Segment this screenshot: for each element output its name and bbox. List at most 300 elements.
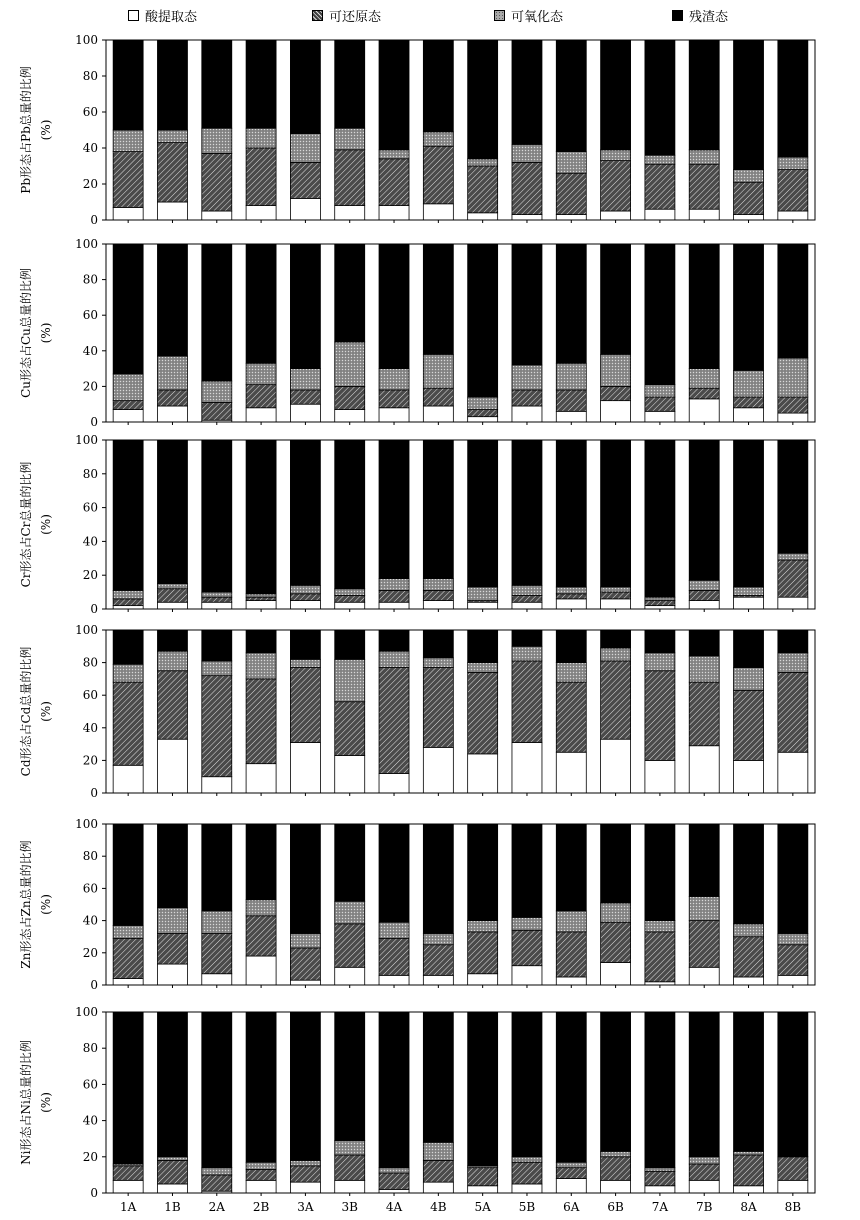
bar-segment-ni-1A-s3 [113, 1012, 143, 1164]
bar-segment-cd-2A-s2 [202, 661, 232, 676]
bar-segment-cr-4A-s0 [379, 602, 409, 609]
bar-segment-pb-4B-s0 [423, 204, 453, 220]
y-tick-label: 100 [75, 33, 98, 47]
y-tick-label: 0 [90, 213, 98, 227]
bar-segment-cd-6A-s1 [556, 682, 586, 752]
bar-segment-cu-4A-s2 [379, 369, 409, 390]
bar-segment-ni-3B-s1 [335, 1155, 365, 1180]
y-tick-label: 20 [82, 753, 98, 768]
bar-segment-ni-5B-s1 [512, 1162, 542, 1184]
bar-segment-cd-7B-s3 [689, 630, 719, 656]
bar-segment-cu-4A-s0 [379, 408, 409, 422]
bar-segment-cd-4A-s3 [379, 630, 409, 651]
bar-segment-ni-4B-s0 [423, 1182, 453, 1193]
bar-segment-cr-7B-s2 [689, 580, 719, 590]
bar-segment-cd-4A-s1 [379, 667, 409, 773]
bar-segment-zn-5A-s3 [468, 824, 498, 921]
bar-segment-cu-6A-s1 [556, 390, 586, 411]
bar-segment-ni-3A-s0 [290, 1182, 320, 1193]
bar-segment-pb-4A-s2 [379, 150, 409, 159]
bar-segment-cr-4A-s1 [379, 590, 409, 602]
bar-segment-cr-1A-s1 [113, 599, 143, 606]
bar-segment-cr-6A-s3 [556, 440, 586, 587]
bar-segment-pb-5B-s0 [512, 215, 542, 220]
bar-segment-cu-7A-s1 [645, 397, 675, 411]
bar-segment-pb-1B-s2 [157, 130, 187, 143]
bar-segment-pb-2A-s2 [202, 128, 232, 153]
bar-segment-cu-7B-s0 [689, 399, 719, 422]
bar-segment-pb-4B-s1 [423, 146, 453, 204]
bar-segment-ni-1A-s1 [113, 1166, 143, 1180]
bar-segment-cu-5A-s3 [468, 244, 498, 397]
bar-segment-pb-6A-s0 [556, 215, 586, 220]
bar-segment-pb-3B-s2 [335, 128, 365, 150]
bar-segment-pb-8A-s3 [734, 40, 764, 170]
bar-segment-pb-5A-s3 [468, 40, 498, 159]
bar-segment-cr-3A-s3 [290, 440, 320, 585]
bar-segment-ni-8B-s1 [778, 1157, 808, 1181]
bar-segment-cd-4A-s0 [379, 773, 409, 793]
bar-segment-cr-6B-s0 [601, 599, 631, 609]
bar-segment-cr-7B-s0 [689, 601, 719, 609]
bar-segment-cd-6B-s1 [601, 661, 631, 739]
bar-segment-ni-8A-s0 [734, 1186, 764, 1193]
bar-segment-cu-8B-s0 [778, 413, 808, 422]
bar-segment-ni-6A-s1 [556, 1168, 586, 1179]
bar-segment-zn-4A-s2 [379, 922, 409, 938]
bar-segment-cd-5A-s3 [468, 630, 498, 663]
bar-segment-zn-1B-s2 [157, 908, 187, 934]
bar-segment-cu-3A-s3 [290, 244, 320, 369]
bar-segment-ni-3B-s3 [335, 1012, 365, 1141]
bar-segment-zn-5B-s1 [512, 930, 542, 965]
y-tick-label: 40 [82, 343, 98, 358]
bar-segment-ni-2A-s3 [202, 1012, 232, 1168]
bar-segment-cd-3B-s1 [335, 702, 365, 756]
bar-segment-cd-5A-s0 [468, 754, 498, 793]
bar-segment-cu-3A-s2 [290, 369, 320, 390]
bar-segment-cr-7A-s1 [645, 601, 675, 606]
bar-segment-zn-2B-s0 [246, 956, 276, 985]
bar-segment-pb-7B-s0 [689, 209, 719, 220]
bar-segment-pb-5B-s1 [512, 162, 542, 214]
bar-segment-cu-5B-s3 [512, 244, 542, 365]
bar-segment-zn-4B-s1 [423, 945, 453, 976]
bar-segment-zn-6A-s3 [556, 824, 586, 911]
bar-segment-cu-1A-s2 [113, 374, 143, 401]
bar-segment-zn-2A-s0 [202, 974, 232, 985]
bar-segment-cd-4B-s3 [423, 630, 453, 658]
bar-segment-pb-6B-s3 [601, 40, 631, 150]
bar-segment-cu-8A-s0 [734, 408, 764, 422]
bar-segment-ni-8A-s2 [734, 1151, 764, 1155]
bar-segment-cr-1B-s0 [157, 602, 187, 609]
bar-segment-zn-6B-s0 [601, 962, 631, 985]
legend-label: 可还原态 [329, 10, 382, 25]
bar-segment-cr-2B-s2 [246, 594, 276, 597]
bar-segment-pb-1A-s0 [113, 207, 143, 220]
bar-segment-cu-1A-s0 [113, 410, 143, 422]
bar-segment-cr-4B-s0 [423, 601, 453, 609]
y-tick-label: 40 [82, 1113, 98, 1128]
bar-segment-pb-8A-s2 [734, 170, 764, 183]
bar-segment-cu-2B-s0 [246, 408, 276, 422]
bar-segment-cr-3A-s0 [290, 601, 320, 609]
bar-segment-cr-8A-s0 [734, 597, 764, 609]
bar-segment-cd-6A-s2 [556, 663, 586, 683]
bar-segment-cd-7A-s3 [645, 630, 675, 653]
bar-segment-cu-7B-s3 [689, 244, 719, 369]
bar-segment-zn-2A-s1 [202, 933, 232, 973]
bar-segment-cd-5B-s1 [512, 661, 542, 743]
bar-segment-cr-2A-s0 [202, 602, 232, 609]
bar-segment-cd-5A-s2 [468, 663, 498, 673]
bar-segment-cd-8B-s1 [778, 672, 808, 752]
bar-segment-pb-6A-s1 [556, 173, 586, 214]
bar-segment-pb-5B-s3 [512, 40, 542, 144]
y-tick-label: 100 [75, 1005, 98, 1019]
bar-segment-cr-5A-s0 [468, 602, 498, 609]
bar-segment-cu-3B-s1 [335, 386, 365, 409]
x-tick-label: 5B [518, 1200, 536, 1214]
bar-segment-zn-8A-s2 [734, 924, 764, 937]
bar-segment-zn-1A-s1 [113, 938, 143, 978]
bar-segment-pb-5B-s2 [512, 144, 542, 162]
bar-segment-cu-5A-s2 [468, 397, 498, 409]
bar-segment-zn-8A-s3 [734, 824, 764, 924]
y-tick-label: 80 [82, 466, 98, 481]
bar-segment-pb-7A-s1 [645, 164, 675, 209]
bar-segment-ni-6B-s0 [601, 1180, 631, 1193]
x-tick-label: 5A [474, 1200, 491, 1214]
bar-segment-zn-1A-s3 [113, 824, 143, 925]
bar-segment-ni-4B-s3 [423, 1012, 453, 1142]
bar-segment-cr-7A-s3 [645, 440, 675, 597]
bar-segment-cd-8A-s0 [734, 760, 764, 793]
bar-segment-zn-7B-s0 [689, 967, 719, 985]
y-tick-label: 20 [82, 1149, 98, 1164]
bar-segment-cr-5B-s2 [512, 585, 542, 595]
x-tick-label: 1B [164, 1200, 181, 1214]
bar-segment-cr-1A-s0 [113, 606, 143, 609]
x-tick-label: 8A [740, 1200, 757, 1214]
bar-segment-ni-7A-s0 [645, 1186, 675, 1193]
bar-segment-pb-5A-s2 [468, 159, 498, 166]
bar-segment-cr-2B-s3 [246, 440, 276, 594]
bar-segment-zn-6A-s0 [556, 977, 586, 985]
bar-segment-pb-8A-s0 [734, 215, 764, 220]
bar-segment-pb-2B-s1 [246, 148, 276, 206]
bar-segment-zn-3A-s3 [290, 824, 320, 933]
bar-segment-cr-3A-s1 [290, 594, 320, 601]
bar-segment-zn-8B-s0 [778, 975, 808, 985]
y-tick-label: 100 [75, 237, 98, 251]
y-tick-label: 0 [90, 786, 98, 800]
bar-segment-pb-3B-s1 [335, 150, 365, 206]
bar-segment-cr-4B-s2 [423, 579, 453, 591]
bar-segment-zn-1B-s1 [157, 933, 187, 964]
bar-segment-zn-1B-s0 [157, 964, 187, 985]
bar-segment-cr-2A-s1 [202, 597, 232, 602]
bar-segment-cu-2A-s3 [202, 244, 232, 381]
bar-segment-cr-5B-s0 [512, 602, 542, 609]
bar-segment-cd-1A-s3 [113, 630, 143, 664]
bar-segment-ni-5A-s0 [468, 1186, 498, 1193]
bar-segment-zn-5B-s3 [512, 824, 542, 917]
bar-segment-ni-7A-s3 [645, 1012, 675, 1168]
bar-segment-cd-7B-s0 [689, 746, 719, 793]
bar-segment-cr-2B-s1 [246, 597, 276, 600]
bar-segment-zn-8A-s0 [734, 977, 764, 985]
x-tick-label: 2B [252, 1200, 270, 1214]
bar-segment-ni-5B-s2 [512, 1157, 542, 1162]
bar-segment-ni-4B-s1 [423, 1160, 453, 1182]
bar-segment-pb-1B-s0 [157, 202, 187, 220]
bar-segment-zn-7B-s1 [689, 921, 719, 968]
y-tick-label: 0 [90, 415, 98, 429]
bar-segment-ni-5B-s3 [512, 1012, 542, 1157]
y-axis-unit: (%) [39, 514, 53, 535]
y-tick-label: 100 [75, 817, 98, 831]
bar-segment-ni-8A-s1 [734, 1155, 764, 1186]
bar-segment-cd-3B-s2 [335, 659, 365, 701]
bar-segment-ni-4A-s3 [379, 1012, 409, 1168]
y-tick-label: 60 [82, 308, 98, 323]
x-tick-label: 1A [120, 1200, 137, 1214]
bar-segment-ni-2A-s1 [202, 1175, 232, 1191]
bar-segment-cu-6A-s2 [556, 363, 586, 390]
bar-segment-ni-7B-s3 [689, 1012, 719, 1157]
bar-segment-cd-4B-s1 [423, 667, 453, 747]
bar-segment-cr-6A-s2 [556, 587, 586, 594]
y-tick-label: 0 [90, 1186, 98, 1200]
bar-segment-cu-8A-s3 [734, 244, 764, 370]
bar-segment-zn-4A-s3 [379, 824, 409, 922]
bar-segment-cr-4B-s1 [423, 590, 453, 600]
bar-segment-ni-3A-s2 [290, 1160, 320, 1165]
bar-segment-ni-5A-s3 [468, 1012, 498, 1166]
bar-segment-zn-2B-s2 [246, 900, 276, 916]
bar-segment-cd-8B-s2 [778, 653, 808, 673]
bar-segment-pb-3A-s3 [290, 40, 320, 134]
bar-segment-cu-8B-s2 [778, 358, 808, 397]
bar-segment-zn-7A-s1 [645, 932, 675, 982]
bar-segment-cd-1A-s0 [113, 765, 143, 793]
bar-segment-cr-4B-s3 [423, 440, 453, 579]
bar-segment-cd-7B-s1 [689, 682, 719, 746]
bar-segment-zn-3B-s1 [335, 924, 365, 967]
bar-segment-ni-7B-s2 [689, 1157, 719, 1164]
bar-segment-pb-7B-s3 [689, 40, 719, 150]
bar-segment-cu-5B-s2 [512, 365, 542, 390]
bar-segment-cr-2A-s3 [202, 440, 232, 592]
bar-segment-cr-7B-s1 [689, 590, 719, 600]
bar-segment-cu-2A-s1 [202, 402, 232, 420]
bar-segment-zn-2A-s2 [202, 911, 232, 934]
bar-segment-cr-8A-s3 [734, 440, 764, 587]
bar-segment-cd-5B-s2 [512, 646, 542, 661]
bar-segment-cr-1B-s2 [157, 584, 187, 589]
bar-segment-cd-1B-s0 [157, 739, 187, 793]
bar-segment-pb-1B-s1 [157, 143, 187, 202]
bar-segment-zn-1B-s3 [157, 824, 187, 908]
bar-segment-cu-1A-s3 [113, 244, 143, 374]
y-tick-label: 100 [75, 433, 98, 447]
bar-segment-cd-3A-s2 [290, 659, 320, 667]
bar-segment-cu-3A-s0 [290, 404, 320, 422]
bar-segment-pb-2B-s3 [246, 40, 276, 128]
bar-segment-cd-3A-s3 [290, 630, 320, 659]
bar-segment-pb-8A-s1 [734, 182, 764, 214]
bar-segment-cr-3B-s0 [335, 602, 365, 609]
y-tick-label: 80 [82, 849, 98, 864]
bar-segment-cr-1B-s1 [157, 589, 187, 603]
bar-segment-cr-7A-s2 [645, 597, 675, 600]
bar-segment-ni-6B-s1 [601, 1157, 631, 1181]
bar-segment-ni-4B-s2 [423, 1142, 453, 1160]
bar-segment-cd-7A-s0 [645, 760, 675, 793]
bar-segment-cd-3B-s3 [335, 630, 365, 659]
bar-segment-zn-2B-s3 [246, 824, 276, 900]
y-axis-unit: (%) [39, 701, 53, 722]
bar-segment-pb-2A-s3 [202, 40, 232, 128]
bar-segment-zn-5B-s0 [512, 966, 542, 985]
bar-segment-pb-1B-s3 [157, 40, 187, 130]
bar-segment-ni-3A-s3 [290, 1012, 320, 1160]
y-tick-label: 80 [82, 272, 98, 287]
bar-segment-zn-1A-s2 [113, 925, 143, 938]
bar-segment-pb-1A-s2 [113, 130, 143, 152]
bar-segment-zn-5B-s2 [512, 917, 542, 930]
bar-segment-ni-3B-s2 [335, 1141, 365, 1155]
bar-segment-ni-5A-s1 [468, 1168, 498, 1186]
bar-segment-cd-2A-s1 [202, 676, 232, 777]
bar-segment-cr-4A-s3 [379, 440, 409, 579]
bar-segment-cu-8A-s2 [734, 370, 764, 397]
y-tick-label: 20 [82, 177, 98, 191]
bar-segment-zn-8A-s1 [734, 937, 764, 977]
bar-segment-zn-3B-s2 [335, 901, 365, 924]
bar-segment-cu-6B-s1 [601, 386, 631, 400]
bar-segment-ni-8B-s3 [778, 1012, 808, 1157]
bar-segment-pb-8B-s0 [778, 211, 808, 220]
bar-segment-ni-7A-s1 [645, 1171, 675, 1185]
bar-segment-ni-6A-s2 [556, 1162, 586, 1167]
bar-segment-zn-3A-s1 [290, 948, 320, 980]
bar-segment-ni-1B-s1 [157, 1160, 187, 1184]
bar-segment-ni-1B-s3 [157, 1012, 187, 1157]
bar-segment-zn-6A-s1 [556, 932, 586, 977]
bar-segment-zn-5A-s2 [468, 921, 498, 932]
bar-segment-cu-3A-s1 [290, 390, 320, 404]
bar-segment-cr-3B-s2 [335, 589, 365, 596]
bar-segment-pb-8B-s3 [778, 40, 808, 157]
bar-segment-zn-6B-s1 [601, 922, 631, 962]
bar-segment-zn-3A-s0 [290, 980, 320, 985]
bar-segment-cd-2B-s0 [246, 764, 276, 793]
x-tick-label: 3B [341, 1200, 358, 1214]
bar-segment-pb-2A-s0 [202, 211, 232, 220]
y-axis-label: Ni形态占Ni总量的比例 [19, 1040, 33, 1165]
bar-segment-cu-4A-s1 [379, 390, 409, 408]
bar-segment-ni-1A-s0 [113, 1180, 143, 1193]
bar-segment-zn-8B-s1 [778, 945, 808, 976]
bar-segment-cr-6B-s2 [601, 587, 631, 592]
bar-segment-cd-4B-s0 [423, 747, 453, 793]
bar-segment-cd-8A-s1 [734, 690, 764, 760]
bar-segment-cr-8B-s0 [778, 597, 808, 609]
bar-segment-cd-2B-s3 [246, 630, 276, 653]
x-tick-label: 7B [695, 1200, 713, 1214]
bar-segment-ni-6A-s0 [556, 1179, 586, 1193]
y-axis-unit: (%) [39, 1092, 53, 1113]
bar-segment-zn-1A-s0 [113, 979, 143, 985]
y-tick-label: 60 [82, 881, 98, 896]
bar-segment-cu-2B-s1 [246, 385, 276, 408]
bar-segment-zn-4B-s3 [423, 824, 453, 933]
bar-segment-cu-1A-s1 [113, 401, 143, 410]
bar-segment-cu-2B-s2 [246, 363, 276, 384]
bar-segment-ni-4A-s1 [379, 1173, 409, 1189]
bar-segment-cd-8B-s3 [778, 630, 808, 653]
y-tick-label: 80 [82, 1041, 98, 1056]
bar-segment-ni-4A-s0 [379, 1189, 409, 1193]
y-tick-label: 60 [82, 688, 98, 703]
bar-segment-cd-7B-s2 [689, 656, 719, 682]
bar-segment-cr-8B-s1 [778, 560, 808, 597]
bar-segment-cd-2B-s1 [246, 679, 276, 764]
y-tick-label: 60 [82, 500, 98, 515]
y-axis-label: Pb形态占Pb总量的比例 [19, 66, 33, 194]
bar-segment-cu-7B-s1 [689, 388, 719, 399]
bar-segment-cr-5A-s3 [468, 440, 498, 587]
bar-segment-zn-3B-s0 [335, 967, 365, 985]
bar-segment-pb-2B-s2 [246, 128, 276, 148]
bar-segment-cr-2A-s2 [202, 592, 232, 597]
bar-segment-cd-7A-s2 [645, 653, 675, 671]
bar-segment-cu-6B-s3 [601, 244, 631, 354]
bar-segment-ni-3B-s0 [335, 1180, 365, 1193]
y-tick-label: 40 [82, 720, 98, 735]
bar-segment-pb-4B-s3 [423, 40, 453, 132]
bar-segment-zn-4A-s0 [379, 975, 409, 985]
bar-segment-cd-1B-s2 [157, 651, 187, 671]
bar-segment-zn-2B-s1 [246, 916, 276, 956]
bar-segment-cr-1B-s3 [157, 440, 187, 584]
bar-segment-zn-3A-s2 [290, 933, 320, 947]
bar-segment-cd-8B-s0 [778, 752, 808, 793]
bar-segment-ni-5B-s0 [512, 1184, 542, 1193]
bar-segment-cr-2B-s0 [246, 601, 276, 609]
bar-segment-cd-3B-s0 [335, 756, 365, 793]
bar-segment-cr-7A-s0 [645, 606, 675, 609]
bar-segment-cr-8B-s2 [778, 553, 808, 560]
bar-segment-cu-8B-s3 [778, 244, 808, 358]
bar-segment-zn-5A-s0 [468, 974, 498, 985]
bar-segment-cd-6A-s3 [556, 630, 586, 663]
bar-segment-ni-7B-s1 [689, 1164, 719, 1180]
bar-segment-pb-6B-s1 [601, 161, 631, 211]
bar-segment-cu-6B-s0 [601, 401, 631, 422]
bar-segment-pb-2B-s0 [246, 206, 276, 220]
bar-segment-cr-6B-s3 [601, 440, 631, 587]
bar-segment-cd-6B-s3 [601, 630, 631, 648]
bar-segment-pb-3A-s0 [290, 198, 320, 220]
bar-segment-cd-3A-s1 [290, 667, 320, 742]
bar-segment-pb-4A-s0 [379, 206, 409, 220]
y-tick-label: 0 [90, 602, 98, 616]
bar-segment-cd-1B-s1 [157, 671, 187, 739]
